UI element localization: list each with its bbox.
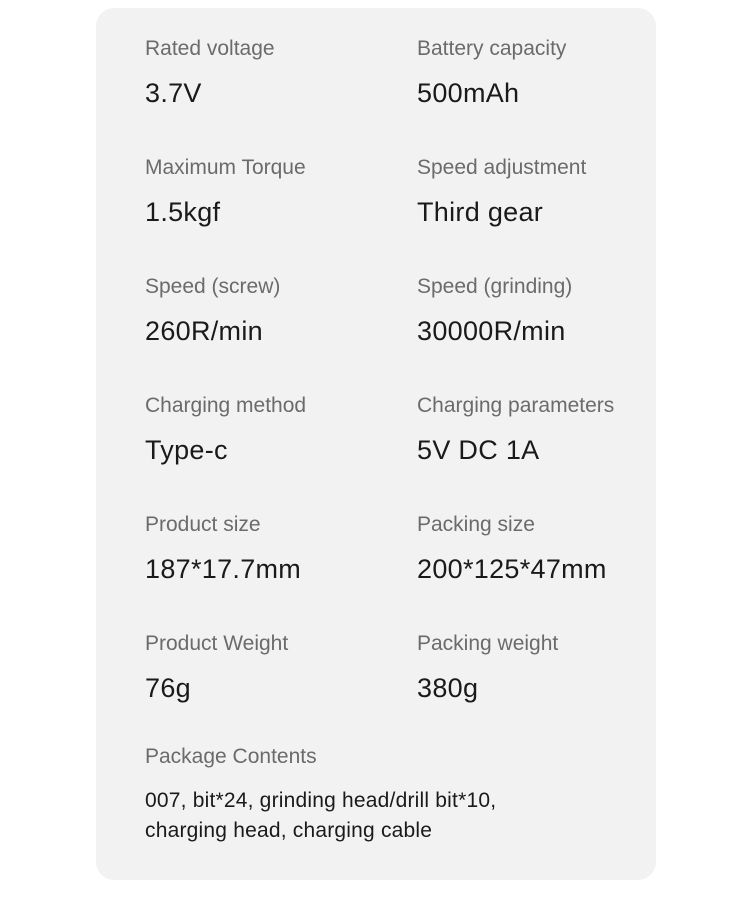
- spec-speed-adjustment: [417, 155, 586, 229]
- spec-charging-parameters: [417, 393, 614, 467]
- spec-value: Third gear: [417, 197, 544, 227]
- spec-label: Charging method: [145, 394, 307, 417]
- spec-value: 1.5kgf: [145, 197, 221, 227]
- spec-value: 500mAh: [417, 78, 520, 108]
- package-contents-line: 007, bit*24, grinding head/drill bit*10,: [145, 789, 497, 812]
- spec-label: Speed (grinding): [417, 275, 573, 298]
- spec-value: Type-c: [145, 435, 228, 465]
- spec-product-weight: [145, 631, 288, 705]
- spec-label: Rated voltage: [145, 37, 275, 60]
- spec-label: Maximum Torque: [145, 156, 306, 179]
- package-contents-text: [145, 786, 645, 846]
- spec-charging-method: [145, 393, 306, 467]
- spec-value: 187*17.7mm: [145, 554, 302, 584]
- spec-label: Battery capacity: [417, 37, 567, 60]
- package-contents-label: Package Contents: [145, 745, 317, 768]
- spec-product-size: [145, 512, 301, 586]
- spec-maximum-torque: [145, 155, 306, 229]
- spec-value: 380g: [417, 673, 479, 703]
- spec-label: Product Weight: [145, 632, 289, 655]
- spec-value: 260R/min: [145, 316, 263, 346]
- spec-label: Charging parameters: [417, 394, 615, 417]
- spec-label: Packing size: [417, 513, 535, 536]
- spec-label: Packing weight: [417, 632, 559, 655]
- spec-rated-voltage: [145, 36, 275, 110]
- spec-value: 5V DC 1A: [417, 435, 540, 465]
- spec-packing-size: [417, 512, 607, 586]
- spec-speed-screw: [145, 274, 280, 348]
- spec-packing-weight: [417, 631, 558, 705]
- spec-speed-grinding: [417, 274, 572, 348]
- spec-label: Speed (screw): [145, 275, 281, 298]
- package-contents-line: charging head, charging cable: [145, 819, 433, 842]
- package-contents: [145, 744, 645, 846]
- spec-value: 3.7V: [145, 78, 202, 108]
- spec-label: Speed adjustment: [417, 156, 587, 179]
- spec-label: Product size: [145, 513, 261, 536]
- spec-battery-capacity: [417, 36, 566, 110]
- spec-value: 200*125*47mm: [417, 554, 607, 584]
- spec-value: 30000R/min: [417, 316, 566, 346]
- spec-value: 76g: [145, 673, 191, 703]
